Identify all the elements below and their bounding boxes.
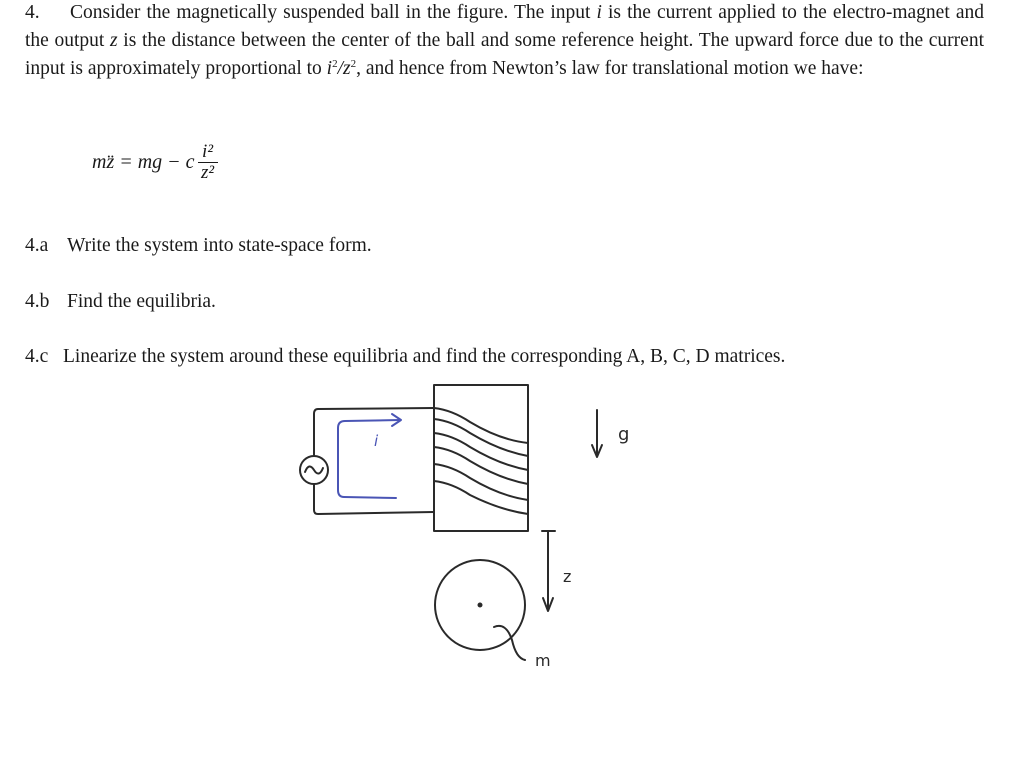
gravity-arrow-icon: [592, 410, 602, 457]
problem-statement: 4. Consider the magnetically suspended ball in the figure. The input i is the current applied to the electro-magnet and the output z is the distance between the center of the ball and some reference height. The upward force due to the current input is approximately proportional to $i^2/z^2$, and hence from Newton’s law for translational motion we have:: [25, 0, 984, 83]
question-text: Find the equilibria.: [67, 291, 216, 312]
question-4c: [25, 345, 785, 369]
question-label: 4.b: [25, 291, 50, 312]
var-z: z: [110, 30, 118, 51]
gravity-label: g: [618, 424, 630, 445]
ac-source-icon: [300, 456, 328, 484]
distance-label: z: [563, 567, 572, 586]
fraction-numerator: i²: [202, 141, 214, 162]
question-label: 4.c: [25, 346, 49, 367]
distance-arrow-icon: [542, 531, 555, 611]
equation-lhs: mz̈ = mg − c: [92, 151, 195, 173]
question-4a: [25, 234, 372, 258]
maglev-figure: [290, 378, 650, 678]
fraction-denominator: z²: [201, 162, 215, 183]
current-arrow-icon: [338, 414, 401, 498]
ball: [435, 560, 525, 660]
equation-fraction: [198, 142, 218, 183]
coil-windings: [434, 408, 528, 514]
mass-label: m: [535, 651, 551, 670]
problem-number: 4.: [25, 2, 40, 23]
electromagnet-core: [434, 385, 528, 531]
var-i: i: [596, 2, 602, 23]
question-text: Write the system into state-space form.: [67, 235, 372, 256]
current-label: i: [374, 432, 379, 450]
question-label: 4.a: [25, 235, 49, 256]
question-text: Linearize the system around these equilibria and find the corresponding A, B, C, D matrices.: [63, 346, 786, 367]
newton-equation: [92, 142, 218, 183]
question-4b: [25, 290, 216, 314]
